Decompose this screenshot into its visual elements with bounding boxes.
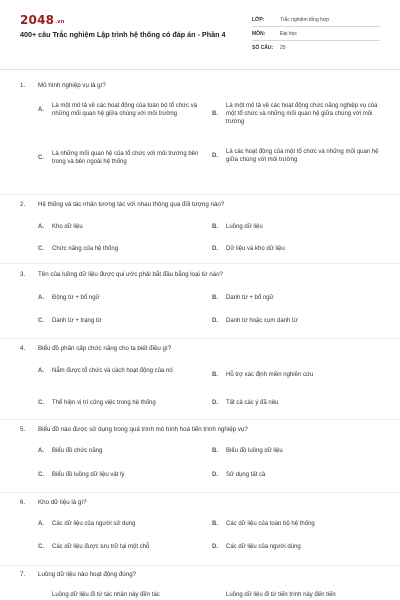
option-letter: B. [212, 224, 218, 230]
question-number: 1. [20, 82, 26, 89]
option-text: Danh từ + trạng từ [52, 318, 102, 324]
option-a[interactable] [38, 102, 208, 118]
question-stem [20, 499, 386, 507]
option-letter: A. [38, 521, 44, 527]
option-b[interactable] [226, 591, 396, 599]
option-text: Tất cả các ý đã nêu [226, 400, 279, 406]
option-a[interactable] [38, 294, 208, 302]
option-letter: C. [38, 544, 44, 550]
question-divider [0, 565, 400, 566]
option-text: Nắm được tổ chức và cách hoạt động của nó [52, 368, 173, 374]
option-b[interactable] [212, 223, 382, 231]
question-number: 4. [20, 345, 26, 352]
meta-label: MÔN: [252, 30, 266, 37]
option-c[interactable] [38, 245, 208, 253]
option-letter: B. [212, 111, 218, 117]
option-letter: D. [212, 400, 218, 406]
option-text: Các dữ liệu của người sử dụng [52, 521, 136, 527]
question-stem [20, 345, 386, 353]
meta-value: 25 [280, 45, 286, 51]
option-text: Là những mối quan hệ của tổ chức với môi trường bên trong và bên ngoài hệ thống [52, 151, 199, 165]
option-text: Các dữ liệu của người dùng [226, 544, 301, 550]
question-text: Hệ thống và tác nhân tương tác với nhau thông qua đối tượng nào? [38, 201, 225, 208]
option-letter: A. [38, 368, 44, 374]
option-text: Các dữ liệu của toàn bộ hệ thống [226, 521, 315, 527]
question-text: Tên của luồng dữ liệu được qui ước phải bắt đầu bằng loại từ nào? [38, 271, 223, 278]
option-d[interactable] [212, 543, 382, 551]
question-stem [20, 571, 386, 579]
question-divider [0, 492, 400, 493]
option-a[interactable] [38, 367, 208, 375]
meta-value: Đại học [280, 30, 297, 37]
option-letter: C. [38, 400, 44, 406]
option-text: Luồng dữ liệu [226, 224, 263, 230]
option-text: Các dữ liệu được lưu trữ tại một chỗ [52, 544, 150, 550]
option-letter: D. [212, 318, 218, 324]
option-b[interactable] [212, 447, 382, 455]
question-number: 3. [20, 271, 26, 278]
option-text: Thể hiện vị trí công việc trong hệ thống [52, 400, 156, 406]
option-letter: D. [212, 472, 218, 478]
option-b[interactable] [212, 294, 382, 302]
option-b[interactable] [212, 520, 382, 528]
question-4 [20, 345, 386, 406]
option-text: Biểu đồ luồng dữ liệu [226, 448, 283, 454]
question-text: Biểu đồ nào được sử dụng trong quá trình mô hình hoá tiến trình nghiệp vụ? [38, 426, 248, 433]
option-text: Danh từ + bổ ngữ [226, 295, 274, 301]
option-letter: A. [38, 295, 44, 301]
question-number: 7. [20, 571, 26, 578]
option-d[interactable] [212, 148, 382, 164]
question-text: Kho dữ liệu là gì? [38, 499, 87, 506]
question-number: 5. [20, 426, 26, 433]
question-stem [20, 426, 386, 434]
question-5 [20, 426, 386, 478]
meta-row-subject [252, 27, 380, 41]
meta-panel [252, 13, 380, 55]
option-letter: D. [212, 153, 218, 159]
meta-label: LỚP: [252, 16, 265, 23]
option-d[interactable] [212, 245, 382, 253]
option-letter: A. [38, 107, 44, 113]
question-divider [0, 338, 400, 339]
option-text: Sử dụng tất cả [226, 472, 266, 478]
option-letter: C. [38, 155, 44, 161]
document-header [0, 0, 400, 66]
option-d[interactable] [212, 317, 382, 325]
option-c[interactable] [38, 399, 208, 407]
option-letter: B. [212, 372, 218, 378]
option-letter: A. [38, 448, 44, 454]
question-stem [20, 201, 386, 209]
option-text: Biểu đồ luồng dữ liệu vật lý [52, 472, 125, 478]
option-text: Là một mô tả về các hoạt động chức năng nghiệp vụ của một tổ chức và những mối quan hệ giữa chúng với môi trường [226, 103, 378, 125]
option-text: Luồng dữ liệu đi từ tác nhân này đến tác [52, 592, 160, 598]
meta-label: SỐ CÂU: [252, 45, 274, 51]
question-text: Biểu đồ phân cấp chức năng cho ta biết điều gì? [38, 345, 172, 352]
option-text: Luồng dữ liệu đi từ tiến trình này đến tiến [226, 592, 336, 598]
option-letter: D. [212, 246, 218, 252]
option-text: Kho dữ liệu [52, 224, 83, 230]
question-text: Luồng dữ liệu nào hoạt động đúng? [38, 571, 137, 578]
option-letter: C. [38, 472, 44, 478]
option-d[interactable] [212, 399, 382, 407]
option-letter: C. [38, 246, 44, 252]
question-divider [0, 194, 400, 195]
option-letter: B. [212, 295, 218, 301]
question-3 [20, 271, 386, 324]
option-c[interactable] [38, 317, 208, 325]
option-text: Dữ liệu và kho dữ liệu [226, 246, 285, 252]
question-divider [0, 419, 400, 420]
header-divider [0, 69, 400, 70]
option-b[interactable] [212, 102, 382, 126]
option-text: Là các hoạt động của một tổ chức và những mối quan hệ giữa chúng với môi trường [226, 149, 379, 163]
option-text: Là một mô tả về các hoạt động của toàn bộ tổ chức và những mối quan hệ giữa chúng với môi trường [52, 103, 198, 117]
question-6 [20, 499, 386, 550]
option-c[interactable] [38, 471, 208, 479]
option-d[interactable] [212, 471, 382, 479]
option-c[interactable] [38, 543, 208, 551]
option-b[interactable] [212, 371, 382, 379]
question-2 [20, 201, 386, 252]
question-stem [20, 271, 386, 279]
question-text: Mô hình nghiệp vụ là gì? [38, 82, 106, 89]
logo-text: 2048 [20, 13, 55, 27]
option-letter: B. [212, 521, 218, 527]
logo-suffix: .vn [55, 19, 65, 25]
option-text: Danh từ hoặc cụm danh từ [226, 318, 298, 324]
question-number: 6. [20, 499, 26, 506]
option-text: Hỗ trợ xác định miền nghiên cứu [226, 372, 314, 378]
option-letter: C. [38, 318, 44, 324]
option-text: Động từ + bổ ngữ [52, 295, 100, 301]
meta-value: Trắc nghiệm tổng hợp [280, 16, 329, 23]
question-number: 2. [20, 201, 26, 208]
option-a[interactable] [52, 591, 222, 599]
option-c[interactable] [38, 150, 208, 166]
option-letter: B. [212, 448, 218, 454]
meta-row-class [252, 13, 380, 27]
meta-row-count [252, 41, 380, 55]
option-a[interactable] [38, 520, 208, 528]
site-logo[interactable] [20, 13, 65, 27]
option-letter: A. [38, 224, 44, 230]
question-stem [20, 82, 386, 90]
option-a[interactable] [38, 447, 208, 455]
question-1 [20, 82, 386, 165]
question-7 [20, 571, 386, 598]
option-a[interactable] [38, 223, 208, 231]
option-letter: D. [212, 544, 218, 550]
option-text: Chức năng của hệ thống [52, 246, 119, 252]
page-title: 400+ câu Trắc nghiệm Lập trình hệ thống có đáp án - Phần 4 [20, 30, 226, 39]
option-text: Biểu đồ chức năng [52, 448, 103, 454]
question-divider [0, 263, 400, 264]
